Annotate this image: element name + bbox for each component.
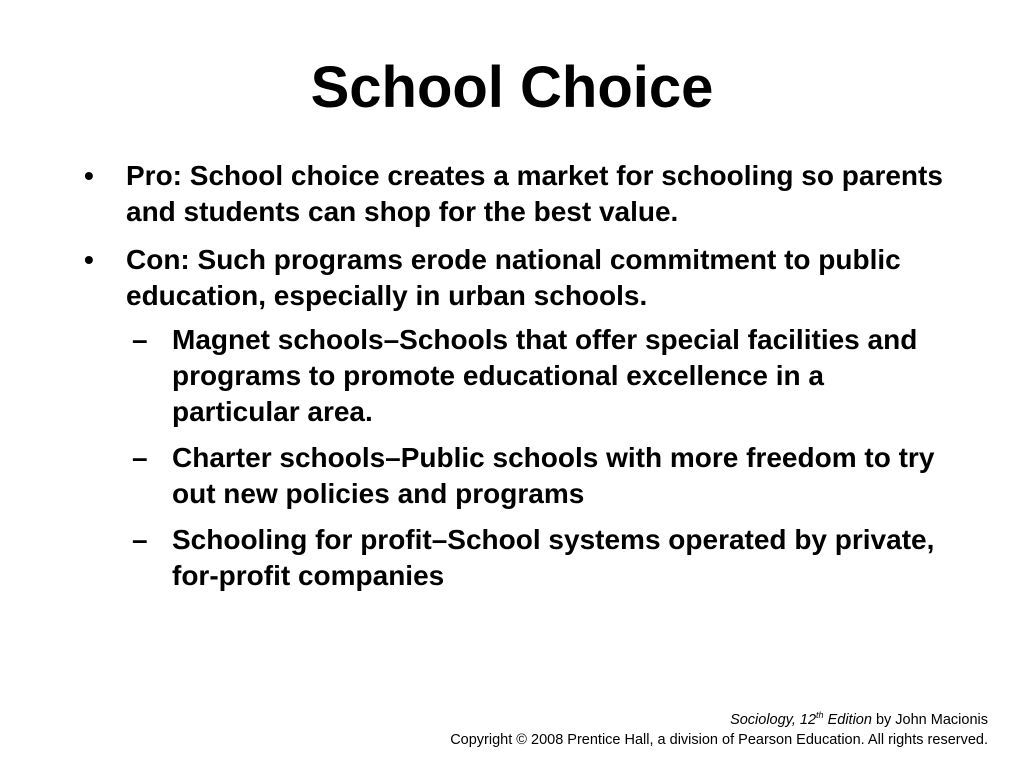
footer-edition-sup: th bbox=[816, 710, 824, 721]
bullet-item-con bbox=[84, 242, 944, 314]
bullet-text: Pro: School choice creates a market for schooling so parents and students can shop for the best value. bbox=[126, 160, 943, 227]
slide-footer bbox=[450, 705, 988, 750]
footer-book-title: Sociology, 12 bbox=[730, 712, 817, 728]
bullet-item-pro bbox=[84, 158, 944, 230]
sub-bullet-profit bbox=[132, 522, 944, 594]
bullet-text: Con: Such programs erode national commitment to public education, especially in urban schools. bbox=[126, 244, 901, 311]
sub-bullet-magnet bbox=[132, 322, 944, 430]
bullet-list bbox=[84, 158, 944, 604]
sub-bullet-text: Schooling for profit–School systems operated by private, for-profit companies bbox=[172, 524, 935, 591]
footer-edition-word: Edition bbox=[823, 712, 872, 728]
footer-author: by John Macionis bbox=[871, 712, 988, 728]
footer-citation bbox=[450, 705, 988, 730]
sub-bullet-marker: – bbox=[132, 524, 148, 555]
sub-bullet-marker: – bbox=[132, 324, 148, 355]
bullet-marker: • bbox=[84, 244, 94, 275]
sub-bullet-list bbox=[132, 322, 944, 594]
slide-title: School Choice bbox=[310, 55, 714, 120]
footer-copyright: Copyright © 2008 Prentice Hall, a division of Pearson Education. All rights reserved. bbox=[450, 732, 988, 748]
sub-bullet-text: Charter schools–Public schools with more freedom to try out new policies and programs bbox=[172, 442, 935, 509]
sub-bullet-marker: – bbox=[132, 442, 148, 473]
bullet-marker: • bbox=[84, 160, 94, 191]
sub-bullet-charter bbox=[132, 440, 944, 512]
sub-bullet-text: Magnet schools–Schools that offer special facilities and programs to promote educational excellence in a particular area. bbox=[172, 324, 918, 427]
